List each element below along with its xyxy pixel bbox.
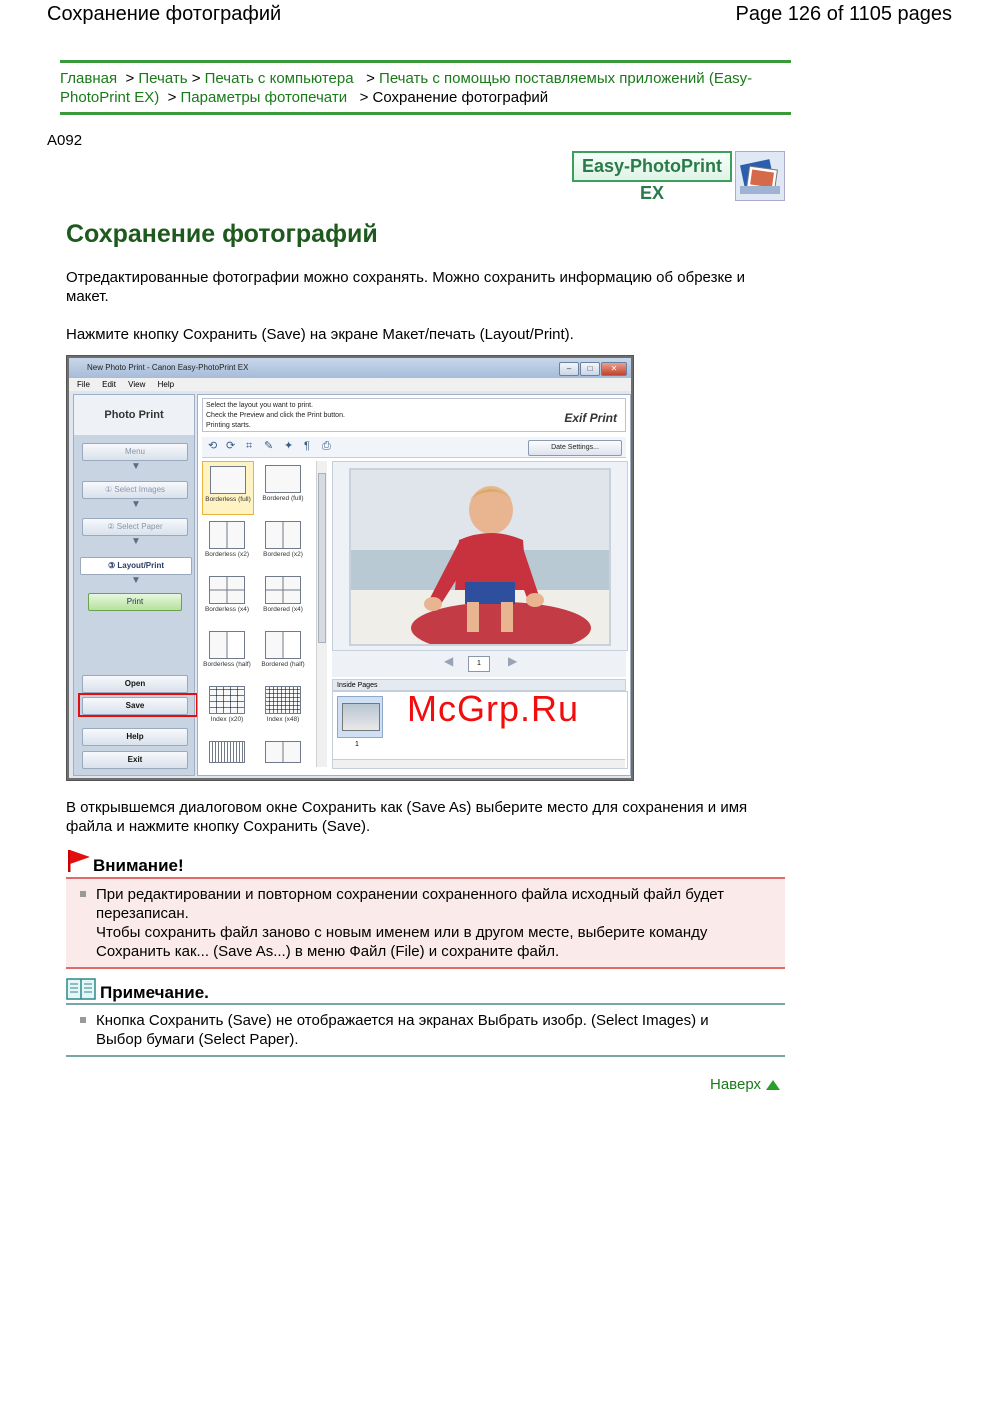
note-text: Кнопка Сохранить (Save) не отображается на экранах Выбрать изобр. (Select Images) и Выбор бумаги (Select Paper). [96, 1012, 709, 1048]
breadcrumb-print-with-apps-cont[interactable]: PhotoPrint EX) [60, 89, 160, 106]
panel-title: Photo Print [74, 395, 194, 435]
thumbnail-number: 1 [355, 741, 359, 748]
window-title: New Photo Print - Canon Easy-PhotoPrint EX [87, 363, 249, 372]
layout-borderless-x2[interactable]: Borderless (x2) [202, 517, 252, 569]
down-arrow-icon: ▼ [131, 461, 141, 472]
toolbar [202, 437, 626, 458]
down-arrow-icon: ▼ [131, 536, 141, 547]
breadcrumb-separator: > [366, 70, 375, 87]
down-arrow-icon: ▼ [131, 575, 141, 586]
breadcrumb-print-with-apps[interactable]: Печать с помощью поставляемых приложений (Easy- [379, 70, 753, 87]
breadcrumb-separator: > [167, 89, 177, 106]
warning-flag-icon [66, 848, 92, 879]
layout-borderless-full[interactable]: Borderless (full) [202, 461, 254, 515]
breadcrumb-print-from-computer[interactable]: Печать с компьютера [204, 70, 354, 87]
layout-index-x48[interactable]: Index (x48) [258, 682, 308, 734]
select-images-button[interactable]: ① Select Images [82, 481, 188, 499]
menu-edit[interactable]: Edit [102, 380, 116, 389]
watermark: McGrp.Ru [407, 688, 580, 729]
menu-view[interactable]: View [128, 380, 146, 389]
layout-borderless-half[interactable]: Borderless (half) [202, 627, 252, 679]
note-box [66, 1003, 785, 1057]
save-button[interactable]: Save [82, 697, 188, 715]
text-icon[interactable]: ¶ [304, 440, 310, 452]
maximize-icon[interactable]: □ [580, 362, 600, 376]
inside-pages-label: Inside Pages [332, 679, 626, 691]
crop-icon[interactable]: ⌗ [246, 440, 253, 452]
select-paper-button[interactable]: ② Select Paper [82, 518, 188, 536]
warning-title: Внимание! [93, 856, 184, 875]
menu-bar [69, 378, 631, 391]
preview-photo [349, 468, 611, 646]
bullet-icon [80, 891, 86, 897]
document-title: Сохранение фотографий [47, 3, 282, 25]
breadcrumb [60, 60, 791, 115]
open-button[interactable]: Open [82, 675, 188, 693]
note-book-icon [66, 978, 96, 1005]
layout-more-bordered[interactable] [258, 737, 308, 767]
exit-button[interactable]: Exit [82, 751, 188, 769]
layout-bordered-half[interactable]: Bordered (half) [258, 627, 308, 679]
bullet-icon [80, 1017, 86, 1023]
back-to-top-link[interactable]: Наверх [710, 1076, 761, 1093]
up-arrow-icon [765, 1079, 781, 1091]
menu-help[interactable]: Help [157, 380, 175, 389]
layout-more-index[interactable] [202, 737, 252, 767]
layout-bordered-x4[interactable]: Bordered (x4) [258, 572, 308, 624]
page-thumbnail[interactable] [337, 696, 383, 738]
window-titlebar [69, 358, 631, 378]
previous-page-icon[interactable]: ◀ [444, 654, 454, 668]
easy-photoprint-logo: Easy-PhotoPrint EX [572, 151, 732, 182]
menu-button[interactable]: Menu [82, 443, 188, 461]
intro-text: Отредактированные фотографии можно сохранять. Можно сохранить информацию об обрезке и макет. [66, 269, 746, 305]
menu-file[interactable]: File [77, 380, 90, 389]
page-title: Сохранение фотографий [66, 220, 378, 248]
layout-bordered-x2[interactable]: Bordered (x2) [258, 517, 308, 569]
print-button[interactable]: Print [88, 593, 182, 611]
breadcrumb-home[interactable]: Главная [60, 70, 118, 87]
help-button[interactable]: Help [82, 728, 188, 746]
instruction-text: Нажмите кнопку Сохранить (Save) на экране Макет/печать (Layout/Print). [66, 326, 574, 343]
breadcrumb-current: Сохранение фотографий [372, 89, 549, 106]
page-navigator [332, 651, 626, 677]
correct-image-icon[interactable]: ✎ [264, 440, 274, 452]
next-page-icon[interactable]: ▶ [508, 654, 518, 668]
preview-area [332, 461, 628, 651]
effects-icon[interactable]: ✦ [284, 440, 294, 452]
note-title: Примечание. [100, 983, 209, 1002]
instructions-box: Select the layout you want to print. Check the Preview and click the Print button. Printing starts. Exif Print [202, 398, 626, 432]
save-highlight-frame [78, 693, 198, 717]
horizontal-scrollbar[interactable] [333, 759, 625, 768]
breadcrumb-separator: > [125, 70, 135, 87]
doc-code: A092 [47, 132, 83, 149]
breadcrumb-separator: > [359, 89, 369, 106]
down-arrow-icon: ▼ [131, 499, 141, 510]
layout-list [202, 461, 314, 767]
rotate-right-icon[interactable]: ⟳ [226, 440, 236, 452]
breadcrumb-separator: > [191, 70, 201, 87]
layout-print-button[interactable]: ③ Layout/Print [80, 557, 192, 575]
date-settings-button[interactable]: Date Settings... [528, 440, 622, 456]
exif-print-logo: Exif Print [564, 411, 617, 425]
warning-text: При редактировании и повторном сохранении сохраненного файла исходный файл будет перезаписан. Чтобы сохранить файл заново с новым именем или в другом месте, выберите команду Сохранить как... (Save As...) в меню Файл (File) и сохраните файл. [96, 886, 724, 960]
page-number-box: 1 [468, 656, 490, 672]
rotate-left-icon[interactable]: ⟲ [208, 440, 218, 452]
layout-borderless-x4[interactable]: Borderless (x4) [202, 572, 252, 624]
minimize-icon[interactable]: – [559, 362, 579, 376]
print-setup-icon[interactable]: ⎙ [322, 440, 331, 452]
navigation-panel [73, 394, 195, 776]
back-to-top[interactable] [710, 1075, 781, 1094]
layout-scrollbar[interactable] [316, 461, 327, 767]
breadcrumb-photo-print-settings[interactable]: Параметры фотопечати [180, 89, 348, 106]
scrollbar-thumb[interactable] [318, 473, 326, 643]
app-logo-icon [735, 151, 785, 201]
page-counter: Page 126 of 1105 pages [735, 3, 952, 25]
layout-bordered-full[interactable]: Bordered (full) [258, 461, 308, 513]
breadcrumb-print[interactable]: Печать [138, 70, 188, 87]
warning-box [66, 877, 785, 969]
close-icon[interactable]: ✕ [601, 362, 627, 376]
layout-index-x20[interactable]: Index (x20) [202, 682, 252, 734]
save-as-text: В открывшемся диалоговом окне Сохранить как (Save As) выберите место для сохранения и имя файла и нажмите кнопку Сохранить (Save). [66, 799, 748, 835]
